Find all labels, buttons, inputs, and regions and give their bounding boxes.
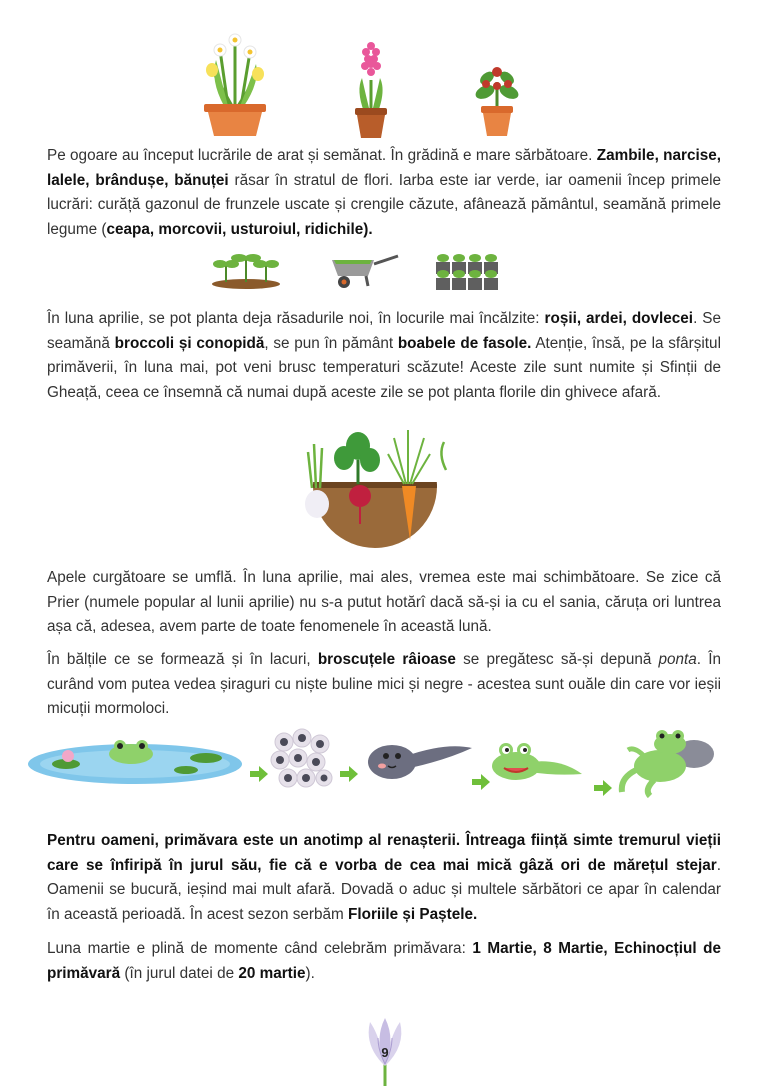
text-run: Pentru oameni, primăvara este un anotimp al renașterii. Întreaga ființă simte tremurul vieții care se înfiripă în jurul său, fie că e vorba de cea mai mică gâză ori de mărețul stejar — [47, 832, 721, 874]
arrow-right-icon — [594, 780, 612, 796]
daffodil-pot-illustration — [198, 30, 272, 138]
text-run: roșii, ardei, dovlecei — [544, 310, 694, 327]
paragraph-3 — [47, 566, 721, 640]
text-run: ceapa, morcovii, usturoiul, ridichile). — [106, 220, 373, 238]
page-number: 9 — [381, 1045, 389, 1060]
text-run: Floriile și Paștele. — [348, 905, 478, 923]
text-run: În luna aprilie, se pot planta deja răsadurile noi, în locurile mai încălzite: — [47, 310, 545, 327]
text-run: Zambile, narcise, lalele, brândușe, bănuței — [47, 147, 721, 189]
text-run: broccoli și conopidă — [114, 334, 265, 352]
arrow-right-icon — [250, 766, 268, 782]
vegetables-in-soil-illustration — [298, 424, 452, 548]
paragraph-2 — [47, 307, 721, 405]
frog-eggs-illustration — [270, 728, 334, 792]
tadpole-illustration — [366, 738, 474, 782]
paragraph-6 — [47, 937, 721, 986]
wheelbarrow-illustration — [326, 250, 402, 290]
text-run: 1 Martie, 8 Martie, Echinocțiul de primăvară — [47, 940, 721, 982]
text-run: broscuțele râioase — [317, 651, 456, 668]
text-run: ). — [305, 964, 315, 982]
paragraph-4 — [47, 648, 721, 722]
text-run: . Se seamănă — [47, 310, 721, 352]
pond-with-frog-illustration — [26, 734, 244, 786]
hyacinth-pot-illustration — [350, 40, 392, 140]
text-run: (în jurul datei de — [120, 964, 239, 982]
text-run: În bălțile ce se formează și în lacuri, — [47, 651, 318, 668]
text-run: Luna martie e plină de momente când celebrăm primăvara: — [47, 940, 473, 957]
text-run: răsar în stratul de flori. Iarba este iar verde, iar oamenii încep primele lucrări: curăță gazonul de frunzele uscate și crengile căzute, afânează pământul, seamănă primele legume ( — [47, 171, 721, 238]
text-run: , se pun în pământ — [264, 334, 398, 352]
arrow-right-icon — [340, 766, 358, 782]
paragraph-5 — [47, 829, 721, 927]
text-run: . Oamenii se bucură, ieșind mai mult afară. Dovadă o aduc și multele sărbători ce apar în calendar în această perioadă. În acest sezon serbăm — [47, 856, 721, 923]
seedling-trays-illustration — [432, 244, 502, 292]
paragraph-1 — [47, 144, 721, 242]
flower-pot-illustration — [472, 62, 522, 138]
adult-frog-illustration — [614, 726, 716, 798]
text-run: Pe ogoare au început lucrările de arat și semănat. În grădină e mare sărbătoare. — [47, 147, 597, 164]
text-run: ponta — [658, 651, 697, 668]
seedlings-soil-illustration — [208, 246, 284, 290]
text-run: se pregătesc să-și depună — [455, 651, 659, 668]
text-run: . În curând vom putea vedea șiraguri cu niște buline mici și negre - acestea sunt ouăle din care vor ieșii micuții mormoloci. — [47, 651, 721, 717]
arrow-right-icon — [472, 774, 490, 790]
text-run: boabele de fasole. — [397, 334, 532, 352]
froglet-illustration — [490, 738, 584, 784]
text-run: Atenție, însă, pe la sfârșitul primăverii, în luna mai, pot veni brusc temperaturi scăzute! Aceste zile sunt numite și Sfinții de Gheață, ceea ce însemnă că numai după aceste zile se pot planta florile din ghivece afară. — [47, 334, 721, 401]
text-run: Apele curgătoare se umflă. În luna aprilie, mai ales, vremea este mai schimbătoare. Se zice că Prier (numele popular al lunii aprilie) nu s-a putut hotărî dacă să-și ia cu el sania, căruța ori luntrea așa că, adesea, avem parte de toate fenomenele în această lună. — [47, 569, 721, 635]
text-run: 20 martie — [238, 964, 306, 982]
